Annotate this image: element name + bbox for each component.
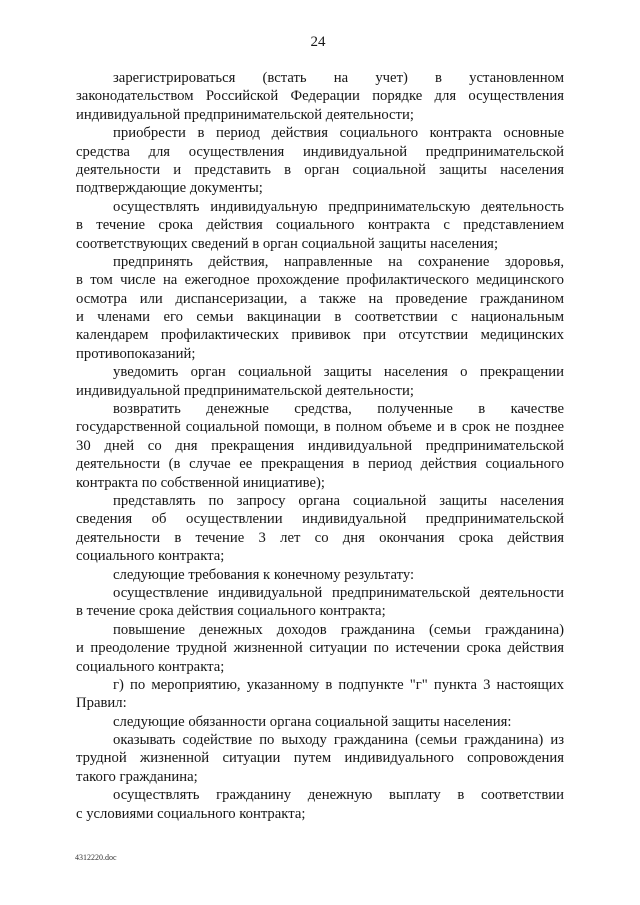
text-line: осуществлять индивидуальную предпринимательскую деятельность [113,198,564,215]
page-number: 24 [310,34,326,50]
text-line: приобрести в период действия социального контракта основные [113,125,564,142]
text-line: государственной социальной помощи, в полном объеме и в срок не позднее [76,419,564,436]
text-line: осмотра или диспансеризации, а также на проведение гражданином [76,290,564,307]
text-line: Правил: [76,695,127,712]
text-line: социального контракта; [76,658,225,675]
text-line: деятельности (в случае ее прекращения в период действия социального [76,456,564,473]
text-line: осуществлять гражданину денежную выплату в соответствии [113,787,564,804]
text-line: соответствующих сведений в орган социальной защиты населения; [76,235,499,252]
text-line: индивидуальной предпринимательской деятельности; [76,382,414,399]
text-line: уведомить орган социальной защиты населения о прекращении [113,364,564,381]
text-line: средства для осуществления индивидуальной предпринимательской [76,143,564,160]
text-line: деятельности и представить в орган социальной защиты населения [76,161,564,178]
paragraph [76,253,564,363]
text-line: такого гражданина; [76,768,198,785]
text-line: и членами его семьи вакцинации в соответствии с национальным [76,309,564,326]
text-line: противопоказаний; [76,345,196,362]
paragraph [76,124,564,198]
paragraph [76,492,564,566]
text-line: представлять по запросу органа социальной защиты населения [113,492,564,509]
text-line: оказывать содействие по выходу гражданина (семьи гражданина) из [113,732,564,749]
text-line: 30 дней со дня прекращения индивидуальной предпринимательской [76,437,564,454]
text-line: в том числе на ежегодное прохождение профилактического медицинского [76,272,564,289]
text-line: возвратить денежные средства, полученные в качестве [113,401,564,418]
text-line: предпринять действия, направленные на сохранение здоровья, [113,253,564,270]
footer-filename: 4312220.doc [75,853,117,862]
paragraph [76,363,564,400]
text-line: зарегистрироваться (встать на учет) в установленном [113,70,564,86]
paragraph [76,621,564,676]
text-line: в течение срока действия социального контракта; [76,603,386,620]
document-body [76,69,564,823]
paragraph [76,400,564,492]
text-line: следующие обязанности органа социальной защиты населения: [113,713,512,730]
text-line: подтверждающие документы; [76,180,263,197]
text-line: в течение срока действия социального контракта с представлением [76,217,564,234]
paragraph [76,584,564,621]
paragraph [76,676,564,713]
text-line: трудной жизненной ситуации путем индивидуального сопровождения [76,750,564,767]
text-line: с условиями социального контракта; [76,805,306,822]
text-line: осуществление индивидуальной предпринимательской деятельности [113,584,564,601]
paragraph [76,731,564,786]
text-line: деятельности в течение 3 лет со дня окончания срока действия [76,529,564,546]
paragraph [76,786,564,823]
text-line: г) по мероприятию, указанному в подпункте "г" пункта 3 настоящих [113,676,564,693]
text-line: следующие требования к конечному результату: [113,566,415,583]
text-line: повышение денежных доходов гражданина (семьи гражданина) [113,621,564,638]
text-line: сведения об осуществлении индивидуальной предпринимательской [76,511,564,528]
paragraph [76,198,564,253]
text-line: социального контракта; [76,548,225,565]
paragraph [76,69,564,124]
text-line: контракта по собственной инициативе); [76,474,325,491]
text-line: календарем профилактических прививок при отсутствии медицинских [76,327,564,344]
text-line: и преодоление трудной жизненной ситуации по истечении срока действия [76,640,564,657]
paragraph [76,566,564,584]
text-line: законодательством Российской Федерации порядке для осуществления [76,88,564,105]
text-line: индивидуальной предпринимательской деятельности; [76,106,414,123]
paragraph [76,713,564,731]
